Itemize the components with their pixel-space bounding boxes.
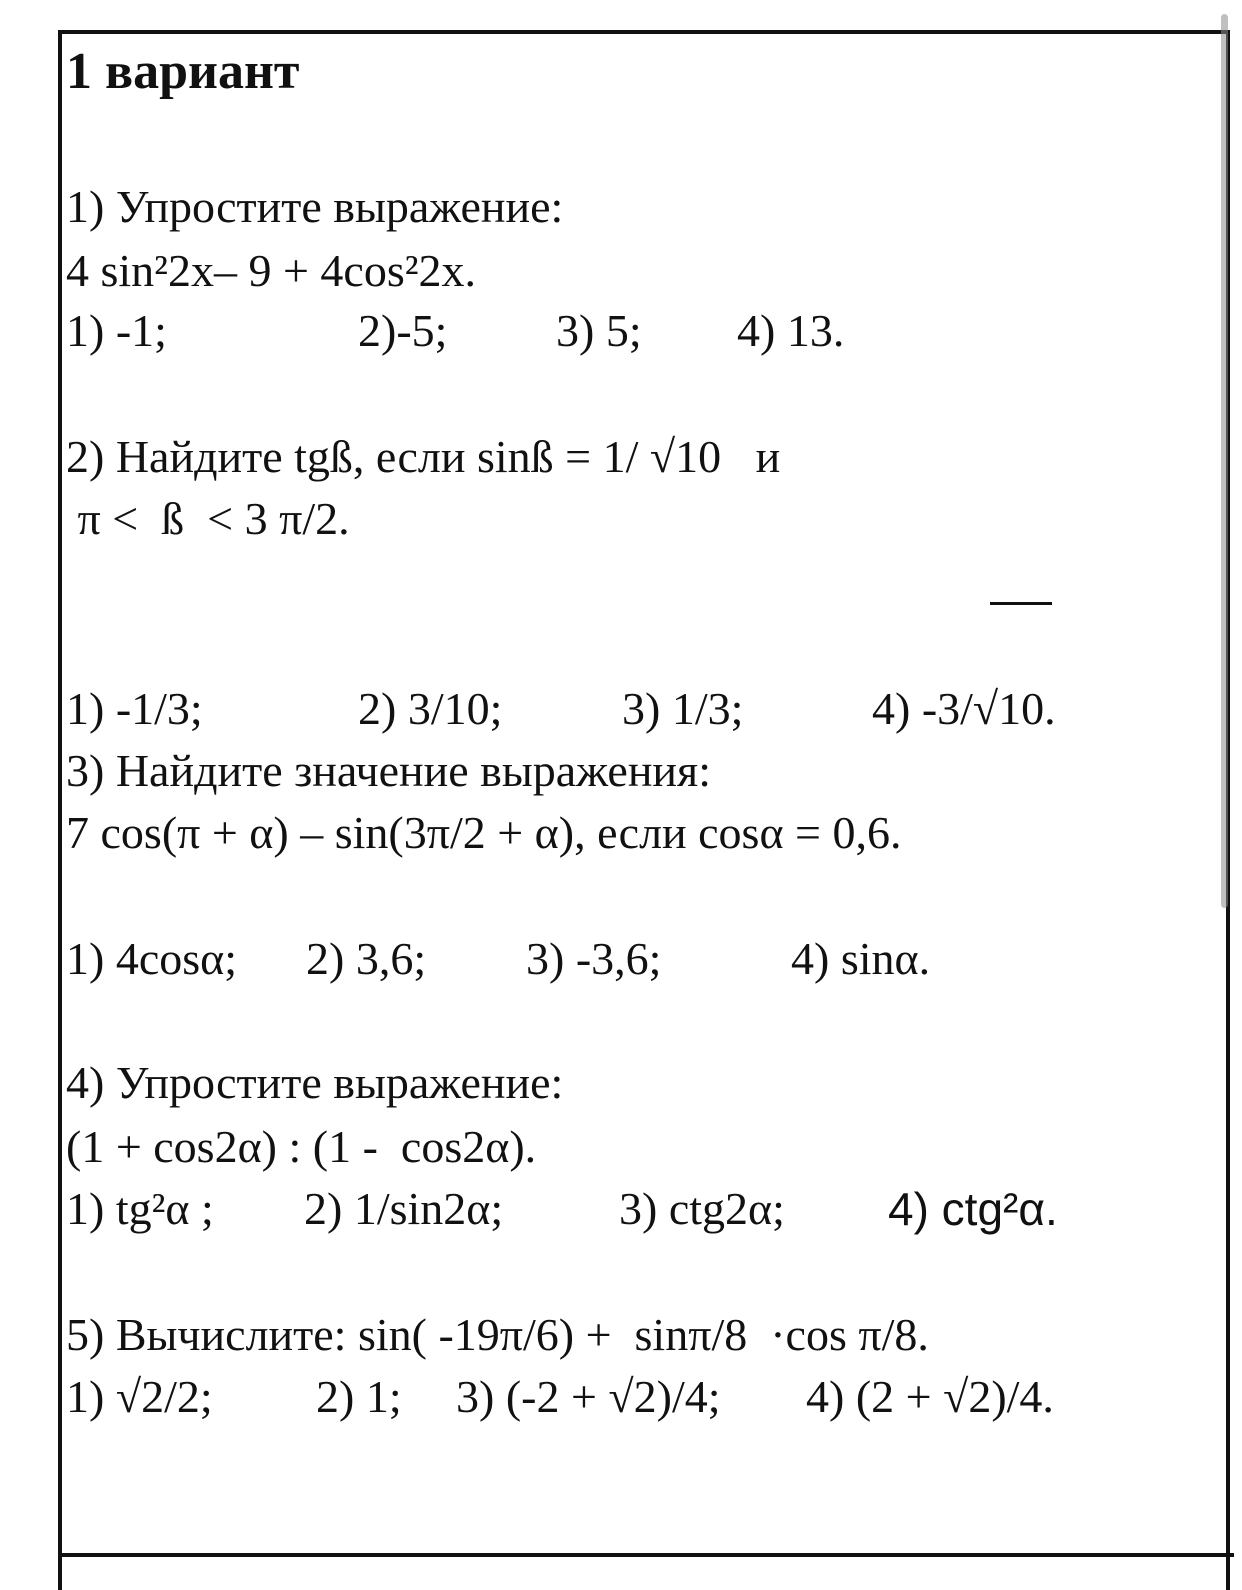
task-1-answer-1: 1) -1; — [66, 305, 167, 356]
task-4-answer-2: 2) 1/sin2α; — [304, 1183, 504, 1234]
bottom-border — [58, 1553, 1234, 1557]
task-3-question: 3) Найдите значение выражения: — [66, 745, 711, 796]
task-5-answer-2: 2) 1; — [316, 1371, 402, 1422]
task-4-answer-3: 3) ctg2α; — [619, 1183, 785, 1234]
task-2-answer-2: 2) 3/10; — [358, 683, 503, 734]
task-4-answer-4: 4) ctg²α. — [888, 1183, 1058, 1235]
task-4-answer-1: 1) tg²α ; — [66, 1183, 214, 1234]
task-1-answer-3: 3) 5; — [556, 305, 642, 356]
task-1-expression: 4 sin²2x– 9 + 4cos²2x. — [66, 245, 477, 296]
task-1-answer-2: 2)-5; — [358, 305, 448, 356]
task-3-expression: 7 cos(π + α) – sin(3π/2 + α), если cosα = 0,6. — [66, 807, 902, 858]
task-3-answer-4: 4) sinα. — [791, 933, 931, 984]
task-2-answer-1: 1) -1/3; — [66, 683, 203, 734]
task-2-answer-3: 3) 1/3; — [622, 683, 744, 734]
task-4-expression: (1 + cos2α) : (1 - cos2α). — [66, 1121, 537, 1172]
task-1-answer-4: 4) 13. — [737, 305, 845, 356]
stray-dash — [990, 602, 1052, 605]
task-1-question: 1) Упростите выражение: — [66, 181, 564, 232]
task-5-answer-3: 3) (-2 + √2)/4; — [456, 1371, 721, 1422]
task-3-answer-2: 2) 3,6; — [306, 933, 427, 984]
variant-title: 1 вариант — [66, 43, 300, 100]
task-5-question: 5) Вычислите: sin( -19π/6) + sinπ/8 ·cos π/8. — [66, 1309, 929, 1360]
task-5-answer-4: 4) (2 + √2)/4. — [806, 1371, 1054, 1422]
task-5-answer-1: 1) √2/2; — [66, 1371, 213, 1422]
task-2-question: 2) Найдите tgß, если sinß = 1/ √10 и — [66, 431, 781, 482]
task-3-answer-3: 3) -3,6; — [526, 933, 662, 984]
task-2-answer-4: 4) -3/√10. — [872, 683, 1056, 734]
task-4-question: 4) Упростите выражение: — [66, 1057, 564, 1108]
scrollbar[interactable] — [1221, 14, 1228, 908]
task-3-answer-1: 1) 4cosα; — [66, 933, 238, 984]
task-2-expression: π < ß < 3 π/2. — [66, 493, 350, 544]
